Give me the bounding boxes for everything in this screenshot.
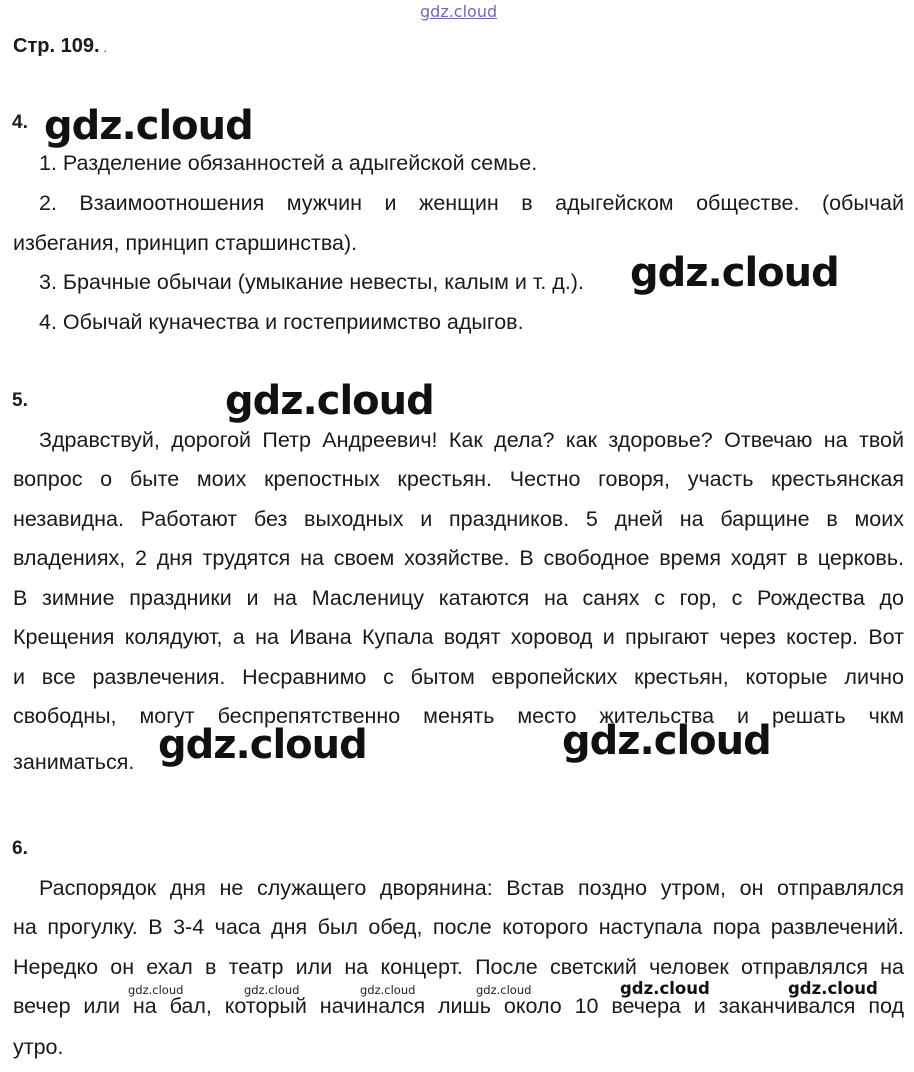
section-5-line-2: вопрос о быте моих крепостных крестьян. Честно говоря, участь крестьянская (13, 467, 904, 491)
section-4-line-1: 1. Разделение обязанностей а адыгейской семье. (39, 151, 538, 175)
section-6-line-2: на прогулку. В 3-4 часа дня был обед, после которого наступала пора развлечений. (13, 915, 904, 939)
section-4-line-2: 2. Взаимоотношения мужчин и женщин в адыгейском обществе. (обычай (39, 191, 904, 215)
watermark: gdz.cloud (788, 979, 878, 998)
watermark: gdz.cloud (360, 983, 416, 997)
watermark: gdz.cloud (225, 378, 434, 424)
section-4-line-3: избегания, принцип старшинства). (13, 231, 358, 255)
section-number-5: 5. (12, 390, 28, 411)
section-5-line-7: и все развлечения. Несравнимо с бытом европейских крестьян, которые лично (13, 665, 904, 689)
watermark: gdz.cloud (158, 722, 367, 768)
watermark: gdz.cloud (630, 250, 839, 296)
section-number-4: 4. (12, 112, 28, 133)
section-5-line-3: незавидна. Работают без выходных и праздников. 5 дней на барщине в моих (13, 507, 904, 531)
section-6-line-1: Распорядок дня не служащего дворянина: Встав поздно утром, он отправлялся (39, 876, 904, 900)
section-number-6: 6. (12, 838, 28, 859)
section-4-line-4: 3. Брачные обычаи (умыкание невесты, калым и т. д.). (39, 270, 584, 294)
section-5-line-1: Здравствуй, дорогой Петр Андреевич! Как дела? как здоровье? Отвечаю на твой (39, 428, 904, 452)
watermark: gdz.cloud (128, 983, 184, 997)
page-label-text: Стр. 109. (13, 35, 100, 57)
section-5-line-9: заниматься. (13, 750, 135, 774)
section-4-line-5: 4. Обычай куначества и гостеприимство адыгов. (39, 310, 524, 334)
section-5-line-5: В зимние праздники и на Масленицу катаются на санях с гор, с Рождества до (13, 586, 904, 610)
section-5-line-4: владениях, 2 дня трудятся на своем хозяйстве. В свободное время ходят в церковь. (13, 546, 904, 570)
page-label (13, 35, 107, 58)
section-5-line-8: свободны, могут беспрепятственно менять место жительства и решать чкм (13, 704, 904, 728)
section-6-line-3: Нередко он ехал в театр или на концерт. После светский человек отправлялся на (13, 955, 904, 979)
watermark: gdz.cloud (44, 103, 253, 149)
top-watermark-link[interactable]: gdz.cloud (420, 2, 498, 21)
section-6-line-5: утро. (13, 1035, 64, 1059)
watermark: gdz.cloud (476, 983, 532, 997)
watermark: gdz.cloud (562, 718, 771, 764)
page-label-dot: . (103, 41, 107, 55)
watermark: gdz.cloud (244, 983, 300, 997)
watermark: gdz.cloud (620, 979, 710, 998)
section-5-line-6: Крещения колядуют, а на Ивана Купала водят хоровод и прыгают через костер. Вот (13, 625, 904, 649)
section-6-line-4: вечер или на бал, который начинался лишь около 10 вечера и заканчивался под (13, 994, 904, 1018)
